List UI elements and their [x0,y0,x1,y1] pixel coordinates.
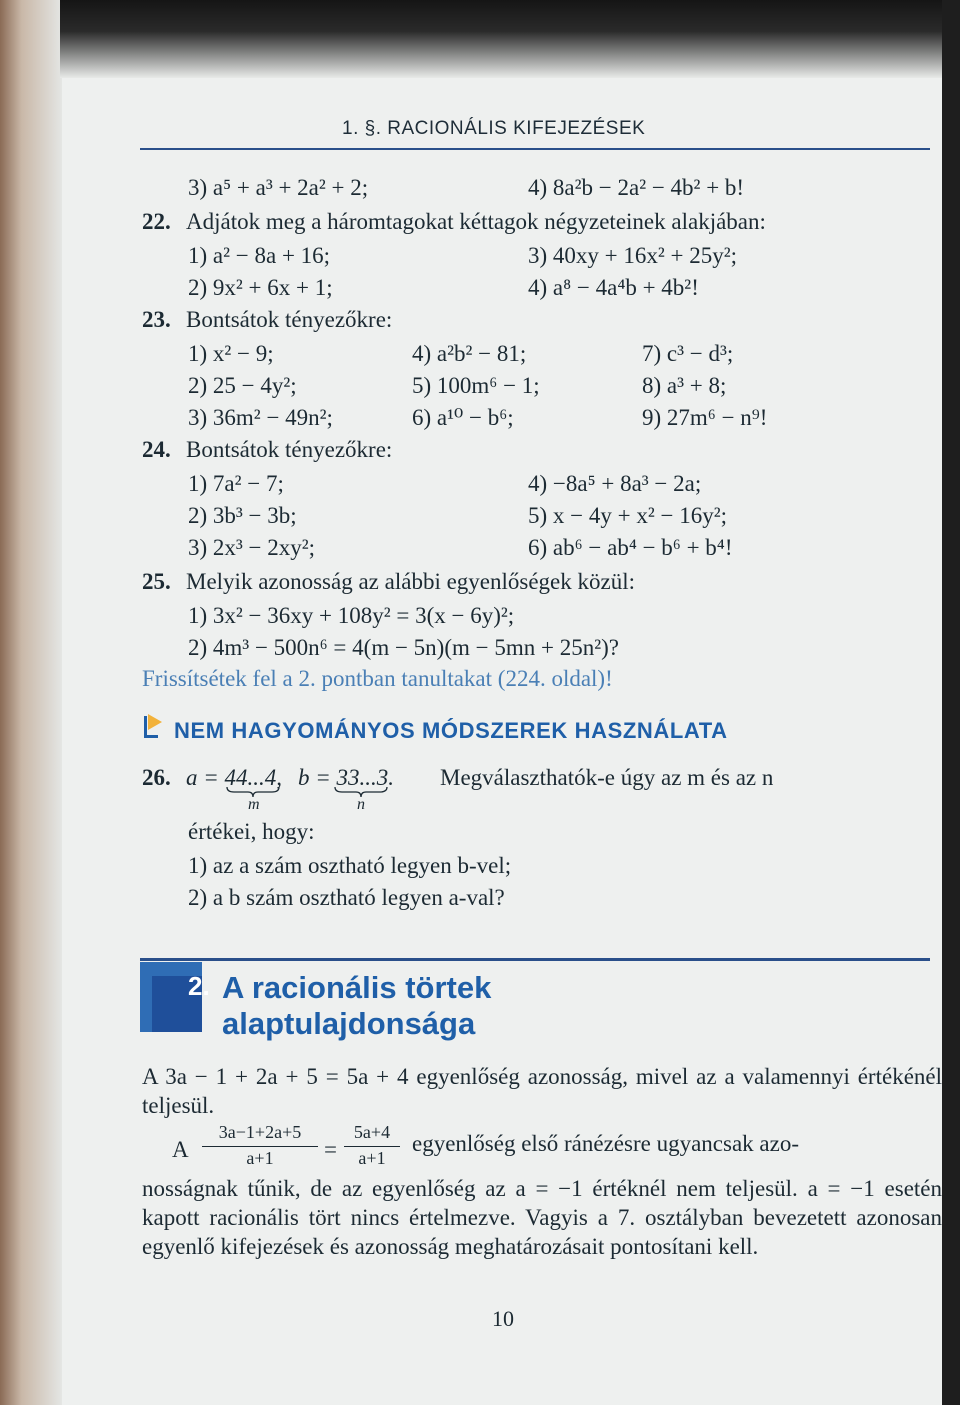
ex26-text2: értékei, hogy: [188,819,315,844]
ex21-item4: 4) 8a²b − 2a² − 4b² + b! [528,175,745,200]
ex23-item8: 8) a³ + 8; [642,373,727,398]
brace-n-label: n [357,796,365,813]
brace-m-label: m [248,796,260,813]
fraction1-denominator: a+1 [246,1148,274,1168]
ex24-item4: 4) −8a⁵ + 8a³ − 2a; [528,471,702,496]
ex23-text: Bontsátok tényezőkre: [186,307,393,332]
ex25-item2: 2) 4m³ − 500n⁶ = 4(m − 5n)(m − 5mn + 25n²)? [188,635,619,660]
ex24-item2: 2) 3b³ − 3b; [188,503,297,528]
ex24-item5: 5) x − 4y + x² − 16y²; [528,503,728,528]
chapter-title-line1: A racionális törtek [222,970,492,1005]
ex22-number: 22. [142,209,171,234]
ex26-item1: 1) az a szám osztható legyen b-vel; [188,853,512,878]
ex22-text: Adjátok meg a háromtagokat kéttagok négyzeteinek alakjában: [186,209,766,234]
ex24-number: 24. [142,437,171,462]
ex22-item3: 3) 40xy + 16x² + 25y²; [528,243,738,268]
ex26-text: Megválaszthatók-e úgy az m és az n [440,765,774,790]
ex24-item6: 6) ab⁶ − ab⁴ − b⁶ + b⁴! [528,535,733,560]
header-rule [140,148,930,150]
ex25-reference: Frissítsétek fel a 2. pontban tanultakat (224. oldal)! [142,666,613,691]
chapter-title-line2: alaptulajdonsága [222,1006,476,1041]
fraction2-numerator: 5a+4 [353,1122,391,1142]
ex26-a-expr: a = 44...4, [186,765,283,790]
ex24-item3: 3) 2x³ − 2xy²; [188,535,316,560]
fraction1-numerator: 3a−1+2a+5 [218,1122,302,1142]
ex24-item1: 1) 7a² − 7; [188,471,284,496]
section-arrow-icon [142,712,164,740]
ex26-item2: 2) a b szám osztható legyen a-val? [188,885,505,910]
book-edge-left [0,0,62,1405]
body-p2-rest: egyenlőség első ránézésre ugyancsak azo- [412,1131,799,1156]
ex26-number: 26. [142,765,171,790]
body-paragraph-1: A 3a − 1 + 2a + 5 = 5a + 4 egyenlőség azonosság, mivel az a valamennyi értékénél teljesül. [142,1064,942,1118]
ex23-item5: 5) 100m⁶ − 1; [412,373,540,398]
book-page [62,78,942,1405]
ex23-item6: 6) a¹⁰ − b⁶; [412,405,514,430]
body-paragraph-3: nosságnak tűnik, de az egyenlőség az a = −1 értéknél nem teljesül. a = −1 esetén kapott racionális tört nincs értelmezve. Vagyis a 7. osztályban bevezetett azonosan egyenlő kifejezések és azonosság meghatározásait pontosítani kell. [142,1176,942,1259]
ex23-item7: 7) c³ − d³; [642,341,734,366]
page-number: 10 [492,1306,514,1331]
fraction-equals: = [324,1137,337,1162]
chapter-number: 2. [188,971,210,1001]
ex23-item9: 9) 27m⁶ − n⁹! [642,405,768,430]
ex26-b-expr: b = 33...3. [298,765,395,790]
fraction1-bar [202,1146,318,1147]
ex25-item1: 1) 3x² − 36xy + 108y² = 3(x − 6y)²; [188,603,515,628]
ex23-item4: 4) a²b² − 81; [412,341,527,366]
page-header: 1. §. RACIONÁLIS KIFEJEZÉSEK [342,118,646,139]
fraction2-denominator: a+1 [358,1148,386,1168]
ex25-number: 25. [142,569,171,594]
chapter-rule [140,958,930,961]
ex22-item1: 1) a² − 8a + 16; [188,243,331,268]
ex24-text: Bontsátok tényezőkre: [186,437,393,462]
book-edge-right [942,0,960,1405]
ex23-number: 23. [142,307,171,332]
ex22-item4: 4) a⁸ − 4a⁴b + 4b²! [528,275,699,300]
ex21-item3: 3) a⁵ + a³ + 2a² + 2; [188,175,369,200]
ex23-item2: 2) 25 − 4y²; [188,373,297,398]
body-p2-start: A [172,1137,189,1162]
ex23-item3: 3) 36m² − 49n²; [188,405,333,430]
ex23-item1: 1) x² − 9; [188,341,274,366]
ex25-text: Melyik azonosság az alábbi egyenlőségek közül: [186,569,635,594]
section-title: NEM HAGYOMÁNYOS MÓDSZEREK HASZNÁLATA [174,718,728,743]
ex22-item2: 2) 9x² + 6x + 1; [188,275,333,300]
fraction2-bar [344,1146,400,1147]
book-edge-top [60,0,942,78]
